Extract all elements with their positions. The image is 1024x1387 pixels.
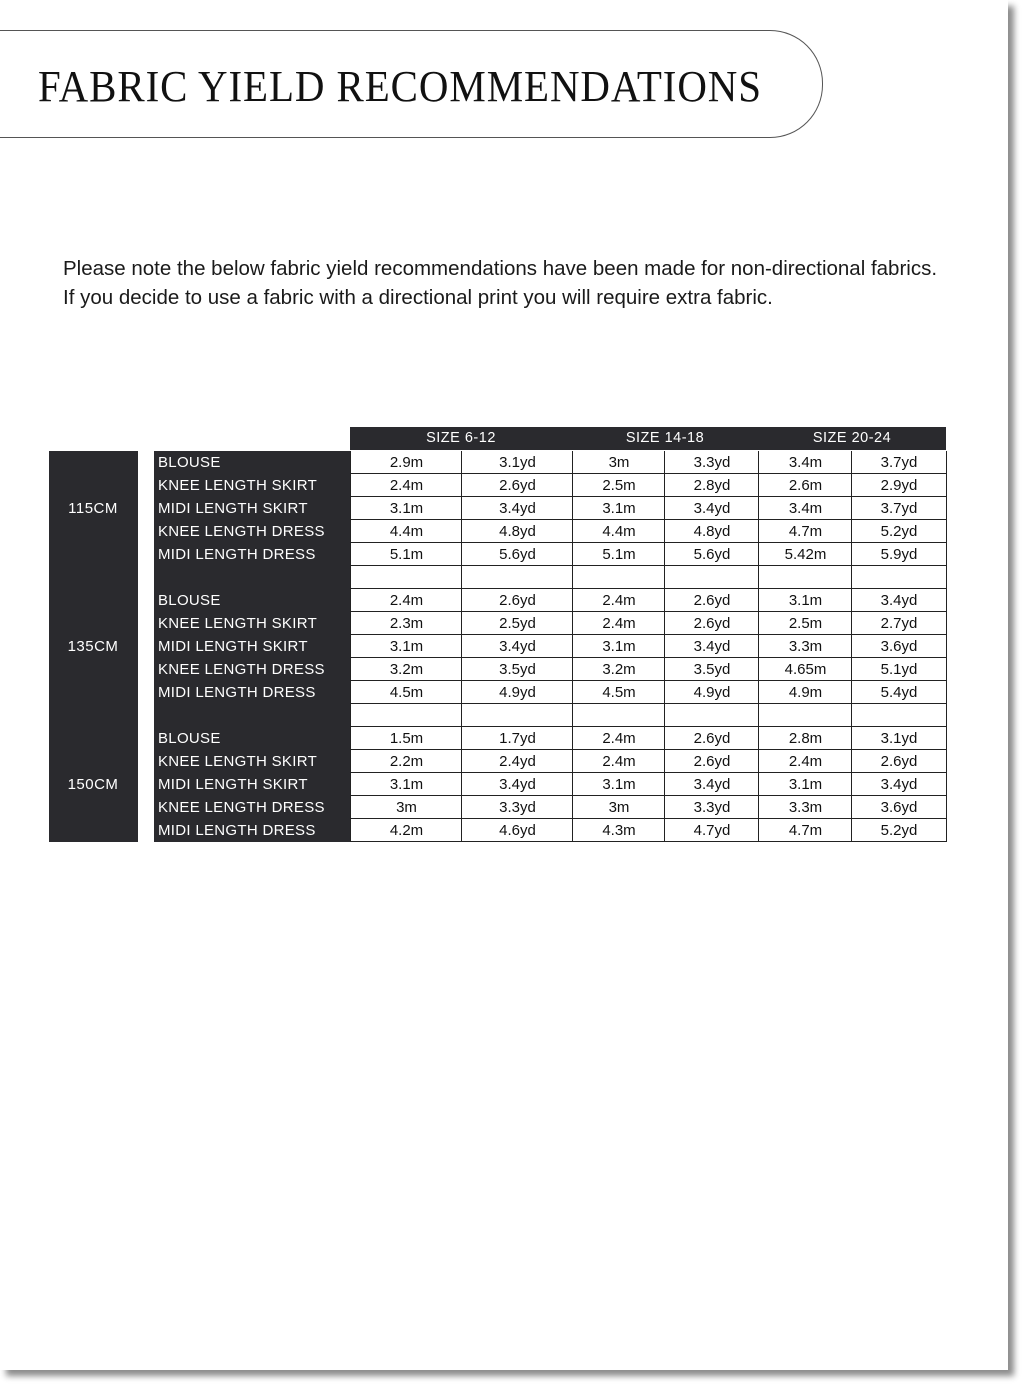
yield-value-cell: 3.1m [350, 497, 462, 520]
yield-value-cell: 3.4m [758, 497, 852, 520]
spacer-cell [664, 704, 759, 727]
yield-value-cell: 2.9yd [851, 474, 947, 497]
garment-name: KNEE LENGTH SKIRT [158, 753, 318, 770]
yield-value-cell: 3m [572, 796, 665, 819]
garment-name: MIDI LENGTH DRESS [158, 822, 316, 839]
yield-value-cell: 3.4yd [461, 635, 573, 658]
garment-name: KNEE LENGTH SKIRT [158, 477, 318, 494]
size-header-6-12: SIZE 6-12 [426, 430, 496, 446]
yield-value-cell: 5.9yd [851, 543, 947, 566]
garment-name: MIDI LENGTH DRESS [158, 684, 316, 701]
yield-value-cell: 4.65m [758, 658, 852, 681]
spacer-cell [572, 566, 665, 589]
yield-value-cell: 2.6yd [851, 750, 947, 773]
yield-value-cell: 5.6yd [461, 543, 573, 566]
garment-name: MIDI LENGTH SKIRT [158, 638, 308, 655]
intro-paragraph-2: If you decide to use a fabric with a directional print you will require extra fabric. [63, 286, 773, 309]
yield-value-cell: 5.42m [758, 543, 852, 566]
fabric-width-cell [49, 704, 138, 842]
yield-value-cell: 2.6yd [664, 750, 759, 773]
yield-value-cell: 2.6yd [461, 474, 573, 497]
yield-value-cell: 4.9yd [461, 681, 573, 704]
yield-value-cell: 4.4m [350, 520, 462, 543]
yield-value-cell: 4.4m [572, 520, 665, 543]
yield-value-cell: 3.1m [572, 635, 665, 658]
yield-value-cell: 2.7yd [851, 612, 947, 635]
intro-text [63, 254, 943, 312]
yield-value-cell: 3.3yd [664, 796, 759, 819]
yield-value-cell: 3.4yd [851, 589, 947, 612]
yield-value-cell: 5.1m [572, 543, 665, 566]
yield-value-cell: 2.6yd [664, 612, 759, 635]
garment-name: KNEE LENGTH DRESS [158, 661, 325, 678]
yield-value-cell: 2.4m [572, 612, 665, 635]
yield-value-cell: 2.8yd [664, 474, 759, 497]
yield-value-cell: 2.3m [350, 612, 462, 635]
yield-value-cell: 3m [350, 796, 462, 819]
yield-value-cell: 2.6yd [664, 727, 759, 750]
spacer-cell [851, 566, 947, 589]
yield-value-cell: 3.1m [758, 773, 852, 796]
yield-value-cell: 3.4yd [664, 497, 759, 520]
spacer-cell [350, 704, 462, 727]
yield-value-cell: 2.5m [572, 474, 665, 497]
yield-value-cell: 5.2yd [851, 819, 947, 842]
yield-value-cell: 5.1yd [851, 658, 947, 681]
size-header-bar [350, 427, 946, 450]
yield-value-cell: 2.5m [758, 612, 852, 635]
yield-value-cell: 3.1m [350, 773, 462, 796]
yield-value-cell: 2.8m [758, 727, 852, 750]
garment-name: KNEE LENGTH SKIRT [158, 615, 318, 632]
yield-value-cell: 4.9yd [664, 681, 759, 704]
yield-value-cell: 4.2m [350, 819, 462, 842]
yield-value-cell: 2.5yd [461, 612, 573, 635]
yield-value-cell: 4.3m [572, 819, 665, 842]
size-header-20-24: SIZE 20-24 [812, 430, 892, 446]
spacer-cell [758, 566, 852, 589]
yield-value-cell: 3.6yd [851, 635, 947, 658]
fabric-width-label: 150CM [67, 776, 119, 793]
yield-value-cell: 3.4m [758, 451, 852, 474]
yield-value-cell: 4.5m [572, 681, 665, 704]
spacer-cell [350, 566, 462, 589]
yield-value-cell: 3.1yd [461, 451, 573, 474]
intro-paragraph-1: Please note the below fabric yield recommendations have been made for non-directional fabrics. [63, 257, 938, 280]
yield-value-cell: 3.3yd [664, 451, 759, 474]
yield-value-cell: 4.7yd [664, 819, 759, 842]
yield-value-cell: 4.6yd [461, 819, 573, 842]
yield-value-cell: 3.1m [572, 497, 665, 520]
yield-value-cell: 1.7yd [461, 727, 573, 750]
yield-value-cell: 2.4m [758, 750, 852, 773]
yield-value-cell: 5.6yd [664, 543, 759, 566]
spacer-cell [461, 704, 573, 727]
yield-value-cell: 3.1m [572, 773, 665, 796]
page-title: FABRIC YIELD RECOMMENDATIONS [38, 62, 762, 111]
yield-value-cell: 2.2m [350, 750, 462, 773]
yield-value-cell: 5.4yd [851, 681, 947, 704]
garment-name: MIDI LENGTH DRESS [158, 546, 316, 563]
yield-value-cell: 2.4m [350, 589, 462, 612]
garment-name: BLOUSE [158, 592, 221, 609]
yield-value-cell: 4.9m [758, 681, 852, 704]
yield-value-cell: 3.1m [758, 589, 852, 612]
yield-value-cell: 3.2m [572, 658, 665, 681]
yield-value-cell: 3.3m [758, 796, 852, 819]
yield-value-cell: 3.4yd [664, 773, 759, 796]
spacer-cell [851, 704, 947, 727]
fabric-width-label: 135CM [67, 638, 119, 655]
yield-value-cell: 2.4yd [461, 750, 573, 773]
spacer-cell [758, 704, 852, 727]
spacer-cell [461, 566, 573, 589]
garment-name: KNEE LENGTH DRESS [158, 799, 325, 816]
yield-value-cell: 1.5m [350, 727, 462, 750]
yield-value-cell: 2.4m [572, 589, 665, 612]
yield-value-cell: 5.2yd [851, 520, 947, 543]
yield-value-cell: 4.5m [350, 681, 462, 704]
yield-value-cell: 3.5yd [664, 658, 759, 681]
yield-value-cell: 4.8yd [664, 520, 759, 543]
yield-value-cell: 2.4m [350, 474, 462, 497]
yield-value-cell: 5.1m [350, 543, 462, 566]
yield-value-cell: 2.6m [758, 474, 852, 497]
size-header-14-18: SIZE 14-18 [625, 430, 705, 446]
yield-value-cell: 3.1yd [851, 727, 947, 750]
yield-value-cell: 3.7yd [851, 451, 947, 474]
yield-value-cell: 2.4m [572, 750, 665, 773]
yield-value-cell: 3.4yd [664, 635, 759, 658]
yield-value-cell: 3.6yd [851, 796, 947, 819]
garment-name: BLOUSE [158, 730, 221, 747]
yield-value-cell: 2.6yd [461, 589, 573, 612]
yield-value-cell: 3.4yd [461, 497, 573, 520]
garment-name: KNEE LENGTH DRESS [158, 523, 325, 540]
fabric-width-label: 115CM [68, 500, 118, 517]
garment-name: BLOUSE [158, 454, 221, 471]
yield-value-cell: 3.3yd [461, 796, 573, 819]
yield-value-cell: 3.7yd [851, 497, 947, 520]
yield-value-cell: 3.4yd [461, 773, 573, 796]
yield-value-cell: 3m [572, 451, 665, 474]
spacer-cell [664, 566, 759, 589]
yield-value-cell: 3.3m [758, 635, 852, 658]
yield-value-cell: 2.6yd [664, 589, 759, 612]
yield-value-cell: 3.5yd [461, 658, 573, 681]
yield-value-cell: 4.8yd [461, 520, 573, 543]
yield-value-cell: 4.7m [758, 819, 852, 842]
yield-value-cell: 4.7m [758, 520, 852, 543]
yield-value-cell: 3.1m [350, 635, 462, 658]
spacer-cell [572, 704, 665, 727]
yield-value-cell: 3.4yd [851, 773, 947, 796]
fabric-width-cell [49, 566, 138, 704]
yield-value-cell: 2.9m [350, 451, 462, 474]
garment-name: MIDI LENGTH SKIRT [158, 500, 308, 517]
yield-value-cell: 2.4m [572, 727, 665, 750]
garment-name: MIDI LENGTH SKIRT [158, 776, 308, 793]
yield-value-cell: 3.2m [350, 658, 462, 681]
